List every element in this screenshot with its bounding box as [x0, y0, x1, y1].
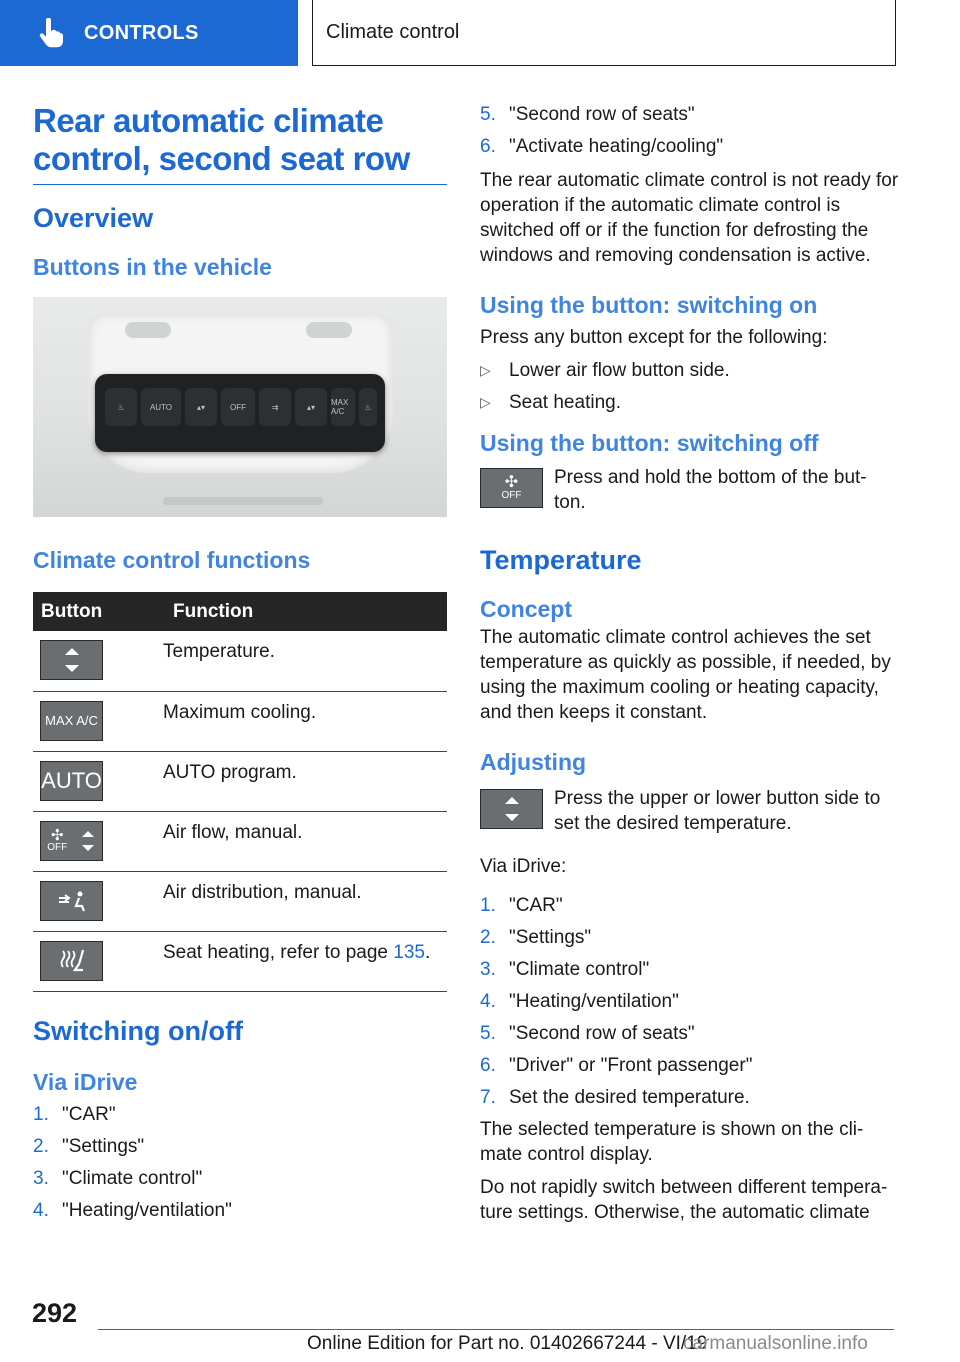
- temperature-heading: Temperature: [480, 545, 642, 575]
- panel-temp-right: ▴▾: [295, 388, 327, 426]
- fan-off-icon: ✣ OFF: [480, 468, 543, 508]
- air-distribution-icon: [40, 881, 103, 921]
- display-text: The selected temperature is shown on the cli-mate control display.: [480, 1119, 864, 1165]
- table-row: [33, 931, 447, 991]
- fan-icon: ✣: [504, 474, 519, 491]
- page-reference-link[interactable]: 135: [393, 941, 425, 963]
- table-row: [33, 871, 447, 931]
- hand-pointer-icon: [36, 18, 66, 48]
- triangle-bullet-icon: ▷: [480, 362, 491, 378]
- function-cell: AUTO program.: [163, 751, 447, 811]
- temperature-arrows-icon: [40, 640, 103, 680]
- list-item: 7. Set the desired temperature.: [480, 1087, 750, 1108]
- vehicle-photo: [33, 297, 447, 517]
- list-item: 4. "Heating/ventilation": [480, 991, 679, 1012]
- function-cell: Air flow, manual.: [163, 811, 447, 871]
- panel-fan-off: OFF: [221, 388, 255, 426]
- list-item: ▷ Lower air flow button side.: [480, 358, 900, 390]
- panel-air-dist: ⇉: [259, 388, 291, 426]
- switch-on-text: Press any button except for the following:: [480, 327, 828, 348]
- concept-text: The automatic climate control achieves the set temperature as quickly as possible, if needed, by using the maximum cooling or heating capacity, and then keeps it constant.: [480, 627, 891, 723]
- warning-text: Do not rapidly switch between different tempera-ture settings. Otherwise, the automatic climate: [480, 1177, 888, 1223]
- footer-rule: [98, 1329, 894, 1330]
- functions-table: [33, 592, 447, 992]
- switch-on-heading: Using the button: switching on: [480, 292, 818, 318]
- function-cell: Temperature.: [163, 631, 447, 691]
- auto-icon: AUTO: [40, 761, 103, 801]
- chapter-title: Climate control: [326, 21, 460, 43]
- switch-off-text: Press and hold the bottom of the but-ton.: [554, 467, 867, 513]
- header-section-tab: [0, 0, 298, 66]
- idrive-steps-list: [33, 1102, 447, 1230]
- function-cell: Maximum cooling.: [163, 691, 447, 751]
- list-item: 6. "Driver" or "Front passenger": [480, 1055, 753, 1076]
- list-item: 2. "Settings": [33, 1135, 145, 1157]
- function-cell: Air distribution, manual.: [163, 871, 447, 931]
- table-header-button: Button: [33, 592, 163, 631]
- panel-seat-heat-right: ♨: [359, 388, 377, 426]
- panel-auto: AUTO: [141, 388, 181, 426]
- table-header-function: Function: [163, 592, 447, 631]
- panel-temp-left: ▴▾: [185, 388, 217, 426]
- switch-off-instruction: [480, 465, 900, 515]
- table-row: [33, 691, 447, 751]
- overview-heading: Overview: [33, 203, 154, 233]
- list-item: 3. "Climate control": [33, 1167, 203, 1189]
- footer-watermark: carmanualsonline.info: [683, 1333, 868, 1354]
- climate-panel-photo: [95, 374, 385, 452]
- table-row: [33, 811, 447, 871]
- max-ac-icon: MAX A/C: [40, 701, 103, 741]
- panel-max-ac: MAX A/C: [331, 388, 355, 426]
- table-row: [33, 631, 447, 691]
- page-title: Rear automatic climate control, second seat row: [33, 102, 410, 177]
- temperature-arrows-icon: [480, 789, 543, 829]
- list-item: ▷ Seat heating.: [480, 390, 900, 422]
- fan-icon: ✣: [50, 827, 64, 844]
- adjusting-text: Press the upper or lower button side to set the desired temperature.: [554, 788, 881, 834]
- header-chapter-box: [312, 0, 896, 66]
- list-item: 2. "Settings": [480, 927, 592, 948]
- adjusting-heading: Adjusting: [480, 749, 587, 775]
- not-ready-paragraph: The rear automatic climate control is not ready for operation if the automatic climate control is switched off or if the function for defrosting the windows and removing condensation is active.: [480, 170, 899, 266]
- switch-off-heading: Using the button: switching off: [480, 430, 819, 456]
- adjust-steps-list: [480, 893, 900, 1117]
- via-idrive-label: Via iDrive:: [480, 856, 567, 877]
- list-item: 6. "Activate heating/cooling": [480, 136, 724, 157]
- list-item: 4. "Heating/ventilation": [33, 1199, 232, 1221]
- seat-heating-icon: [40, 941, 103, 981]
- table-header-row: [33, 592, 447, 631]
- table-row: [33, 751, 447, 811]
- footer-edition: Online Edition for Part no. 01402667244 - VI/19: [307, 1333, 708, 1354]
- list-item: 5. "Second row of seats": [480, 104, 695, 125]
- switching-heading: Switching on/off: [33, 1015, 243, 1046]
- page-number: 292: [32, 1298, 78, 1328]
- function-cell: Seat heating, refer to page 135.: [163, 931, 447, 991]
- panel-seat-heat-left: ♨: [105, 388, 137, 426]
- triangle-bullet-icon: ▷: [480, 394, 491, 410]
- buttons-heading: Buttons in the vehicle: [33, 254, 272, 280]
- list-item: 1. "CAR": [480, 895, 563, 916]
- switch-on-exceptions: [480, 358, 900, 422]
- left-column: [33, 102, 447, 1230]
- via-idrive-heading: Via iDrive: [33, 1068, 138, 1095]
- adjusting-instruction: [480, 786, 900, 836]
- list-item: 5. "Second row of seats": [480, 1023, 695, 1044]
- concept-heading: Concept: [480, 596, 572, 622]
- section-title: CONTROLS: [84, 21, 199, 44]
- fan-off-arrows-icon: ✣ OFF: [40, 821, 103, 861]
- functions-heading: Climate control functions: [33, 547, 311, 573]
- list-item: 1. "CAR": [33, 1103, 116, 1125]
- page-title-block: [33, 102, 447, 185]
- list-item: 3. "Climate control": [480, 959, 650, 980]
- right-column: [480, 102, 900, 1225]
- idrive-steps-continued: [480, 102, 900, 166]
